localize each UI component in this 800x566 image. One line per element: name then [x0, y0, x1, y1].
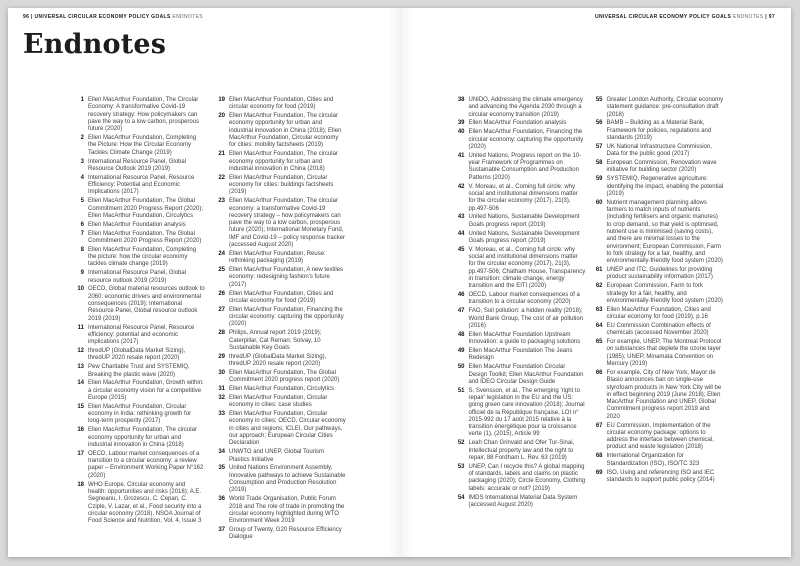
endnote-text: Ellen MacArthur Foundation, Circular economy in cities; OECD, Circular economy in cities and regions; ICLEI, Our pathways, our approach; European Circular Cities Declaration — [229, 411, 346, 447]
endnote-item — [593, 323, 724, 338]
endnote-number: 31 — [218, 386, 225, 393]
endnote-text: Ellen MacArthur Foundation Circular Design Toolkit; Ellen MacArthur Foundation and IDEO Circular Design Guide — [468, 364, 584, 385]
endnote-text: Ellen MacArthur Foundation, Circulytics — [229, 386, 335, 393]
endnote-text: Leah Chan Grinvald and Ofer Tur-Sinai, Intellectual property law and the right to repair, 88 Fordham L. Rev. 63 (2019) — [468, 440, 575, 461]
endnote-item — [74, 198, 205, 220]
endnote-item — [215, 291, 346, 306]
endnote-text: OECD, Labour market consequences of a transition to a circular economy: a review paper – Environment Working Paper N°162 (2020) — [88, 450, 204, 479]
endnote-item — [74, 222, 205, 229]
endnote-item — [593, 144, 724, 159]
endnote-number: 27 — [218, 306, 225, 313]
endnote-item — [593, 160, 724, 175]
endnote-item — [215, 527, 346, 542]
endnote-number: 35 — [218, 465, 225, 472]
endnote-text: Ellen MacArthur Foundation, Completing the picture: how the circular economy tackles climate change (2019) — [88, 246, 197, 268]
endnote-item — [215, 175, 346, 197]
endnote-item — [593, 267, 724, 282]
endnote-number: 68 — [595, 453, 603, 460]
endnote-text: Greater London Authority, Circular economy statement guidance: pre-consultation draft (2018) — [606, 97, 724, 118]
endnote-number: 61 — [595, 267, 603, 274]
endnote-item — [215, 449, 346, 464]
endnote-item — [74, 380, 205, 402]
endnote-text: International Resource Panel, Resource Efficiency: Potential and Economic Implications (2017) — [88, 174, 195, 196]
endnote-text: Ellen MacArthur Foundation, Financing the circular economy: capturing the opportunity (2020) — [229, 306, 344, 328]
endnote-item — [455, 97, 586, 119]
endnote-number: 55 — [595, 97, 603, 103]
endnote-text: Ellen MacArthur Foundation, The circular economy opportunity for urban and industrial innovation in China (2018) — [229, 151, 338, 172]
endnote-number: 66 — [595, 369, 603, 376]
endnote-text: Ellen MacArthur Foundation, The circular economy opportunity for urban and industrial innovation in China (2018); Ellen MacArthur Foundation, Circular economy for cities: mobility factsheets (2019) — [229, 113, 342, 149]
endnote-text: Ellen MacArthur Foundation analysis — [88, 221, 186, 228]
endnote-number: 47 — [457, 308, 465, 315]
endnote-text: thredUP (GlobalData Market Sizing), thredUP 2020 resale report (2020) — [88, 348, 186, 362]
endnote-number: 37 — [218, 527, 225, 534]
endnotes-columns-right — [455, 97, 724, 511]
endnote-number: 17 — [77, 450, 84, 457]
endnote-number: 6 — [80, 221, 84, 228]
endnote-text: For example, City of New York, Mayor de Blasio announces ban on single-use styrofoam products in New York City will be in effect beginning 2019 (June 2018); Ellen MacArthur Foundation and UNEP, Global Commitment progress report 2019 and 2020 — [606, 369, 722, 420]
endnote-text: Pew Charitable Trust and SYSTEMIQ, Breaking the plastic wave (2020) — [88, 364, 190, 378]
endnote-item — [455, 464, 586, 493]
endnote-item — [455, 440, 586, 462]
endnote-text: Ellen MacArthur Foundation, Growth within: a circular economy vision for a competitive Europe (2015) — [88, 380, 204, 401]
endnote-number: 49 — [457, 348, 465, 355]
endnote-number: 62 — [595, 283, 603, 290]
endnote-item — [74, 404, 205, 426]
endnote-number: 33 — [218, 411, 225, 418]
endnote-text: Ellen MacArthur Foundation, Circular economy for cities: buildings factsheets (2019) — [229, 174, 334, 196]
endnote-number: 1 — [80, 97, 84, 103]
endnote-item — [74, 364, 205, 379]
endnote-item — [455, 495, 586, 510]
endnote-text: Ellen MacArthur Foundation Upstream Innovation: a guide to packaging solutions — [468, 331, 581, 346]
endnote-item — [74, 135, 205, 157]
endnote-text: European Commission, Renovation wave initiative for building sector (2020) — [606, 160, 717, 174]
endnote-number: 5 — [80, 198, 84, 205]
endnote-number: 10 — [77, 286, 84, 293]
endnote-item — [455, 247, 586, 291]
running-header-right-section: ENDNOTES — [732, 14, 764, 20]
endnote-text: Ellen MacArthur Foundation, The Global Commitment 2020 Progress Report (2020) — [88, 230, 202, 244]
endnote-item — [74, 231, 205, 246]
endnote-number: 57 — [595, 143, 603, 150]
endnote-item — [455, 214, 586, 229]
endnote-text: World Trade Organisation, Public Forum 2018 and The role of trade in promoting the circular economy highlighted during WTO Environment Week 2019 — [229, 496, 345, 525]
endnote-number: 15 — [77, 403, 84, 410]
endnote-item — [215, 386, 346, 393]
endnote-text: UNWTO and UNEP, Global Tourism Plastics Initiative — [229, 449, 325, 463]
endnote-text: Ellen MacArthur Foundation The Jeans Redesign — [468, 348, 573, 362]
endnotes-columns-left — [74, 97, 346, 543]
endnote-text: Ellen MacArthur Foundation, The circular economy opportunity for urban and industrial innovation in China (2018) — [88, 427, 197, 448]
endnote-number: 20 — [218, 113, 225, 120]
endnote-item — [593, 176, 724, 198]
endnote-item — [455, 332, 586, 347]
endnote-item — [215, 251, 346, 266]
endnote-text: Ellen MacArthur Foundation, The circular economy: a transformative Covid-19 recovery strategy – how policymakers can pave the way to a low carbon, prosperous future (2020); International Monetary Fund, IMF and Covid-19 – policy response tracker (accessed August 2020) — [229, 198, 346, 249]
endnote-number: 3 — [80, 158, 84, 165]
endnote-item — [593, 283, 724, 305]
endnote-text: SYSTEMIQ, Regenerative agriculture: identifying the impact, enabling the potential (2019) — [606, 176, 724, 197]
endnote-item — [455, 292, 586, 307]
endnote-item — [215, 307, 346, 329]
endnote-item — [593, 307, 724, 322]
endnote-text: OECD, Labour market consequences of a transition to a circular economy (2020) — [468, 292, 580, 306]
endnote-item — [455, 348, 586, 363]
endnote-text: Group of Twenty, G20 Resource Efficiency Dialogue — [229, 527, 342, 541]
endnote-item — [74, 159, 205, 174]
endnote-item — [215, 97, 346, 112]
endnote-text: UK National Infrastructure Commission, Data for the public good (2017) — [606, 143, 712, 158]
endnote-item — [455, 120, 586, 127]
running-header-left — [23, 14, 203, 21]
endnote-item — [74, 286, 205, 322]
endnote-number: 9 — [80, 270, 84, 277]
endnote-number: 41 — [457, 152, 465, 159]
endnote-text: Ellen MacArthur Foundation, Circular economy in cities: case studies — [229, 395, 328, 409]
endnote-item — [215, 411, 346, 447]
endnote-item — [74, 175, 205, 197]
endnote-number: 24 — [218, 250, 225, 257]
endnote-text: Ellen MacArthur Foundation, Circular economy in India: rethinking growth for long-term prosperity (2017) — [88, 403, 192, 425]
endnote-number: 36 — [218, 496, 225, 503]
endnote-text: Philips, Annual report 2019 (2019); Caterpillar, Cat Reman; Solvay, 10 Sustainable Key Goals — [229, 330, 322, 351]
endnote-number: 63 — [595, 306, 603, 313]
endnotes-column-2 — [215, 97, 346, 543]
endnote-number: 44 — [457, 230, 465, 237]
endnote-text: IMDS International Material Data System (accessed August 2020) — [468, 494, 578, 508]
endnote-text: Ellen MacArthur Foundation, Cities and circular economy for food (2019) — [229, 97, 334, 111]
endnote-item — [455, 129, 586, 151]
endnote-number: 60 — [595, 199, 603, 206]
endnote-number: 40 — [457, 129, 465, 136]
endnote-number: 59 — [595, 176, 603, 183]
endnote-text: WHO Europe, Circular economy and health: opportunities and risks (2018); A.E. Segneanu, I. Grozescu, C. Cepan, C. Cziple, V. Lazar, et al., Food security into a circular economy (2018), NSOA Journal of Food Science and Nutrition, Vol. 4, Issue 3 — [88, 481, 202, 525]
endnote-text: Ellen MacArthur Foundation, Cities and circular economy for food (2019), p.16 — [606, 306, 711, 321]
endnote-text: EU Commission, Implementation of the circular economy package: options to address the interface between chemical, product and waste legislation (2018) — [606, 422, 714, 451]
endnote-item — [74, 97, 205, 133]
endnote-number: 48 — [457, 331, 465, 338]
endnote-item — [74, 482, 205, 526]
endnote-number: 52 — [457, 440, 465, 447]
endnote-text: Ellen MacArthur Foundation, Cities and circular economy for food (2019) — [229, 290, 334, 304]
endnote-number: 30 — [218, 369, 225, 376]
endnote-number: 26 — [218, 290, 225, 297]
endnote-number: 58 — [595, 160, 603, 167]
endnote-item — [455, 364, 586, 386]
endnote-number: 11 — [77, 324, 84, 331]
running-header-right-title: UNIVERSAL CIRCULAR ECONOMY POLICY GOALS — [594, 14, 732, 20]
endnote-text: United Nations, Sustainable Development Goals progress report (2019) — [468, 230, 580, 244]
endnote-number: 25 — [218, 267, 225, 274]
endnote-item — [455, 153, 586, 182]
endnote-item — [74, 451, 205, 480]
endnote-number: 39 — [457, 120, 465, 127]
endnote-text: International Resource Panel, Resource efficiency: potential and economic implications (2017) — [88, 324, 195, 346]
endnote-text: International Resource Panel, Global Resource Outlook 2019 (2019) — [88, 158, 187, 172]
endnote-item — [74, 348, 205, 363]
endnote-number: 13 — [77, 364, 84, 371]
endnote-item — [455, 308, 586, 330]
endnote-number: 51 — [457, 387, 465, 394]
page-title: Endnotes — [23, 29, 167, 60]
endnote-item — [455, 184, 586, 213]
endnote-text: ISO, Using and referencing ISO and IEC standards to support public policy (2014) — [606, 469, 715, 483]
endnote-number: 45 — [457, 246, 465, 253]
endnote-text: UNEP, Can I recycle this? A global mapping of standards, labels and claims on plastic packaging (2020); Circle Economy, Clothing labels: accurate or not? (2019) — [468, 463, 586, 492]
endnote-item — [455, 231, 586, 246]
endnote-text: Nutrient management planning allows farmers to match inputs of nutrients (including fertilisers and organic manures) to crop demand, so that yield is optimised, nutrient use is minimised (saving costs), and there are minimal losses to the environment; European Commission, Farm to fork strategy for a fair, healthy, and environmentally-friendly food system (2020) — [606, 199, 723, 265]
endnote-number: 42 — [457, 183, 465, 190]
page-right — [400, 8, 792, 557]
running-header-right-page-number: | 97 — [765, 14, 775, 20]
endnote-text: Ellen MacArthur Foundation analysis — [468, 120, 567, 127]
endnote-number: 46 — [457, 292, 465, 299]
endnote-number: 28 — [218, 330, 225, 337]
page-left — [8, 8, 400, 557]
endnote-text: UNEP and ITC, Guidelines for providing product sustainability information (2017) — [606, 267, 713, 281]
endnote-text: United Nations, Progress report on the 10-year Framework of Programmes on Sustainable Consumption and Production Patterns (2020) — [468, 152, 582, 181]
endnote-text: Ellen MacArthur Foundation, The Global Commitment 2020 progress report (2020) — [229, 369, 340, 384]
running-header-left-section: ENDNOTES — [172, 14, 203, 20]
endnote-text: S. Svensson, et al., The emerging 'right to repair' legislation in the EU and the US: going green care innovation (2018); Journal officiel de la République française, LOI n° 2015-992 du 17 août 2015 relative à la transition énergétique pour la croissance verte (1), (2015), Article 99 — [468, 387, 585, 438]
running-header-left-title: 96 | UNIVERSAL CIRCULAR ECONOMY POLICY GOALS — [23, 14, 171, 20]
endnotes-column-1 — [74, 97, 205, 543]
endnote-item — [215, 496, 346, 525]
endnote-text: International Resource Panel, Global resource outlook 2019 (2019) — [88, 270, 187, 284]
endnote-text: European Commission, Farm to fork strategy for a fair, healthy, and environmentally-friendly food system (2020) — [606, 283, 723, 304]
endnote-text: Ellen MacArthur Foundation, Reuse: rethinking packaging (2019) — [229, 250, 326, 265]
endnote-number: 2 — [80, 135, 84, 142]
endnote-text: V. Moreau, et al., Coming full circle: why social and institutional dimensions matter for the circular economy (2017), 21(3), pp.497-506 — [468, 183, 578, 212]
endnote-number: 54 — [457, 494, 465, 501]
endnote-item — [215, 151, 346, 173]
endnote-number: 4 — [80, 174, 84, 181]
endnote-item — [593, 453, 724, 468]
endnote-number: 53 — [457, 463, 465, 470]
endnote-text: United Nations, Sustainable Development Goals progress report (2019) — [468, 214, 580, 228]
endnote-text: Ellen MacArthur Foundation, Financing the circular economy: capturing the opportunity (2020) — [468, 129, 584, 150]
endnote-number: 19 — [218, 97, 225, 103]
endnote-text: V. Moreau, et al., Coming full circle: why social and institutional dimensions matter for the circular economy (2017), 21(3), pp.497-506; Chatham House, Transparency in transition: climate change, energy transition and the EITI (2020) — [468, 246, 586, 290]
endnote-item — [593, 97, 724, 119]
endnote-number: 43 — [457, 214, 465, 221]
endnote-text: UNIDO, Addressing the climate emergency and advancing the Agenda 2030 through a circular economy transition (2019) — [468, 97, 583, 118]
endnote-item — [215, 465, 346, 494]
endnote-item — [215, 395, 346, 410]
endnote-text: For example, UNEP, The Montreal Protocol on substances that deplete the ozone layer (1985); UNEP, Minamata Convention on Mercury (2019) — [606, 339, 722, 368]
endnote-number: 69 — [595, 469, 603, 476]
endnotes-column-3 — [455, 97, 586, 511]
endnote-number: 56 — [595, 120, 603, 127]
endnote-item — [593, 200, 724, 266]
endnote-text: United Nations Environment Assembly, Innovative pathways to achieve Sustainable Consumption and Production Resolution (2019) — [229, 465, 346, 494]
endnote-number: 32 — [218, 395, 225, 401]
endnote-text: OECD, Global material resources outlook to 2060: economic drivers and environmental consequences (2019); International Resource Panel, Global resource outlook 2019 (2019) — [88, 286, 205, 322]
endnote-text: BAMB – Building as a Material Bank, Framework for policies, regulations and standards (2019) — [606, 120, 712, 142]
endnote-item — [593, 370, 724, 421]
endnote-item — [74, 325, 205, 347]
endnote-text: Ellen MacArthur Foundation, Completing the Picture: How the Circular Economy Tackles Climate Change (2019) — [88, 135, 197, 156]
endnote-number: 22 — [218, 174, 225, 181]
endnote-item — [215, 113, 346, 149]
endnote-item — [593, 339, 724, 368]
endnote-number: 16 — [77, 427, 84, 434]
endnote-number: 7 — [80, 230, 84, 237]
endnote-number: 65 — [595, 339, 603, 346]
endnote-item — [593, 470, 724, 485]
endnotes-column-4 — [593, 97, 724, 511]
endnote-text: Ellen MacArthur Foundation, A new textiles economy: redesigning fashion's future (2017) — [229, 267, 344, 288]
endnote-text: Ellen MacArthur Foundation, The Circular Economy: A transformative Covid-19 recovery strategy: How policymakers can pave the way to a low carbon, prosperous future (2020) — [88, 97, 200, 133]
endnote-item — [455, 388, 586, 439]
endnote-item — [74, 247, 205, 269]
endnote-number: 14 — [77, 380, 84, 387]
endnote-item — [215, 330, 346, 352]
endnote-number: 18 — [77, 481, 84, 488]
endnote-number: 64 — [595, 322, 603, 329]
endnote-number: 38 — [457, 97, 465, 103]
endnote-item — [215, 267, 346, 289]
document-spread — [8, 8, 791, 557]
endnote-text: EU Commission Combination effects of chemicals (accessed November 2020) — [606, 322, 711, 337]
endnote-text: thredUP (GlobalData Market Sizing), thredUP 2020 resale report (2020) — [229, 353, 327, 368]
running-header-right — [595, 14, 775, 21]
endnote-item — [74, 270, 205, 285]
endnote-number: 8 — [80, 246, 84, 253]
endnote-text: FAO, Soil pollution: a hidden reality (2018); World Bank Group, The cost of air pollution (2016) — [468, 308, 584, 329]
endnote-item — [74, 427, 205, 449]
endnote-item — [215, 370, 346, 385]
endnote-item — [593, 423, 724, 452]
endnote-number: 29 — [218, 353, 225, 360]
endnote-text: Ellen MacArthur Foundation, The Global Commitment 2020 Progress Report (2020); Ellen MacArthur Foundation, Circulytics — [88, 198, 204, 219]
endnote-item — [215, 198, 346, 249]
endnote-text: International Organization for Standardization (ISO), ISO/TC 323 — [606, 453, 700, 467]
endnote-number: 23 — [218, 198, 225, 205]
endnote-item — [593, 120, 724, 142]
endnote-item — [215, 354, 346, 369]
endnote-number: 12 — [77, 348, 84, 355]
endnote-number: 34 — [218, 449, 225, 456]
endnote-number: 21 — [218, 151, 225, 158]
endnote-number: 50 — [457, 364, 465, 371]
endnote-number: 67 — [595, 422, 603, 429]
